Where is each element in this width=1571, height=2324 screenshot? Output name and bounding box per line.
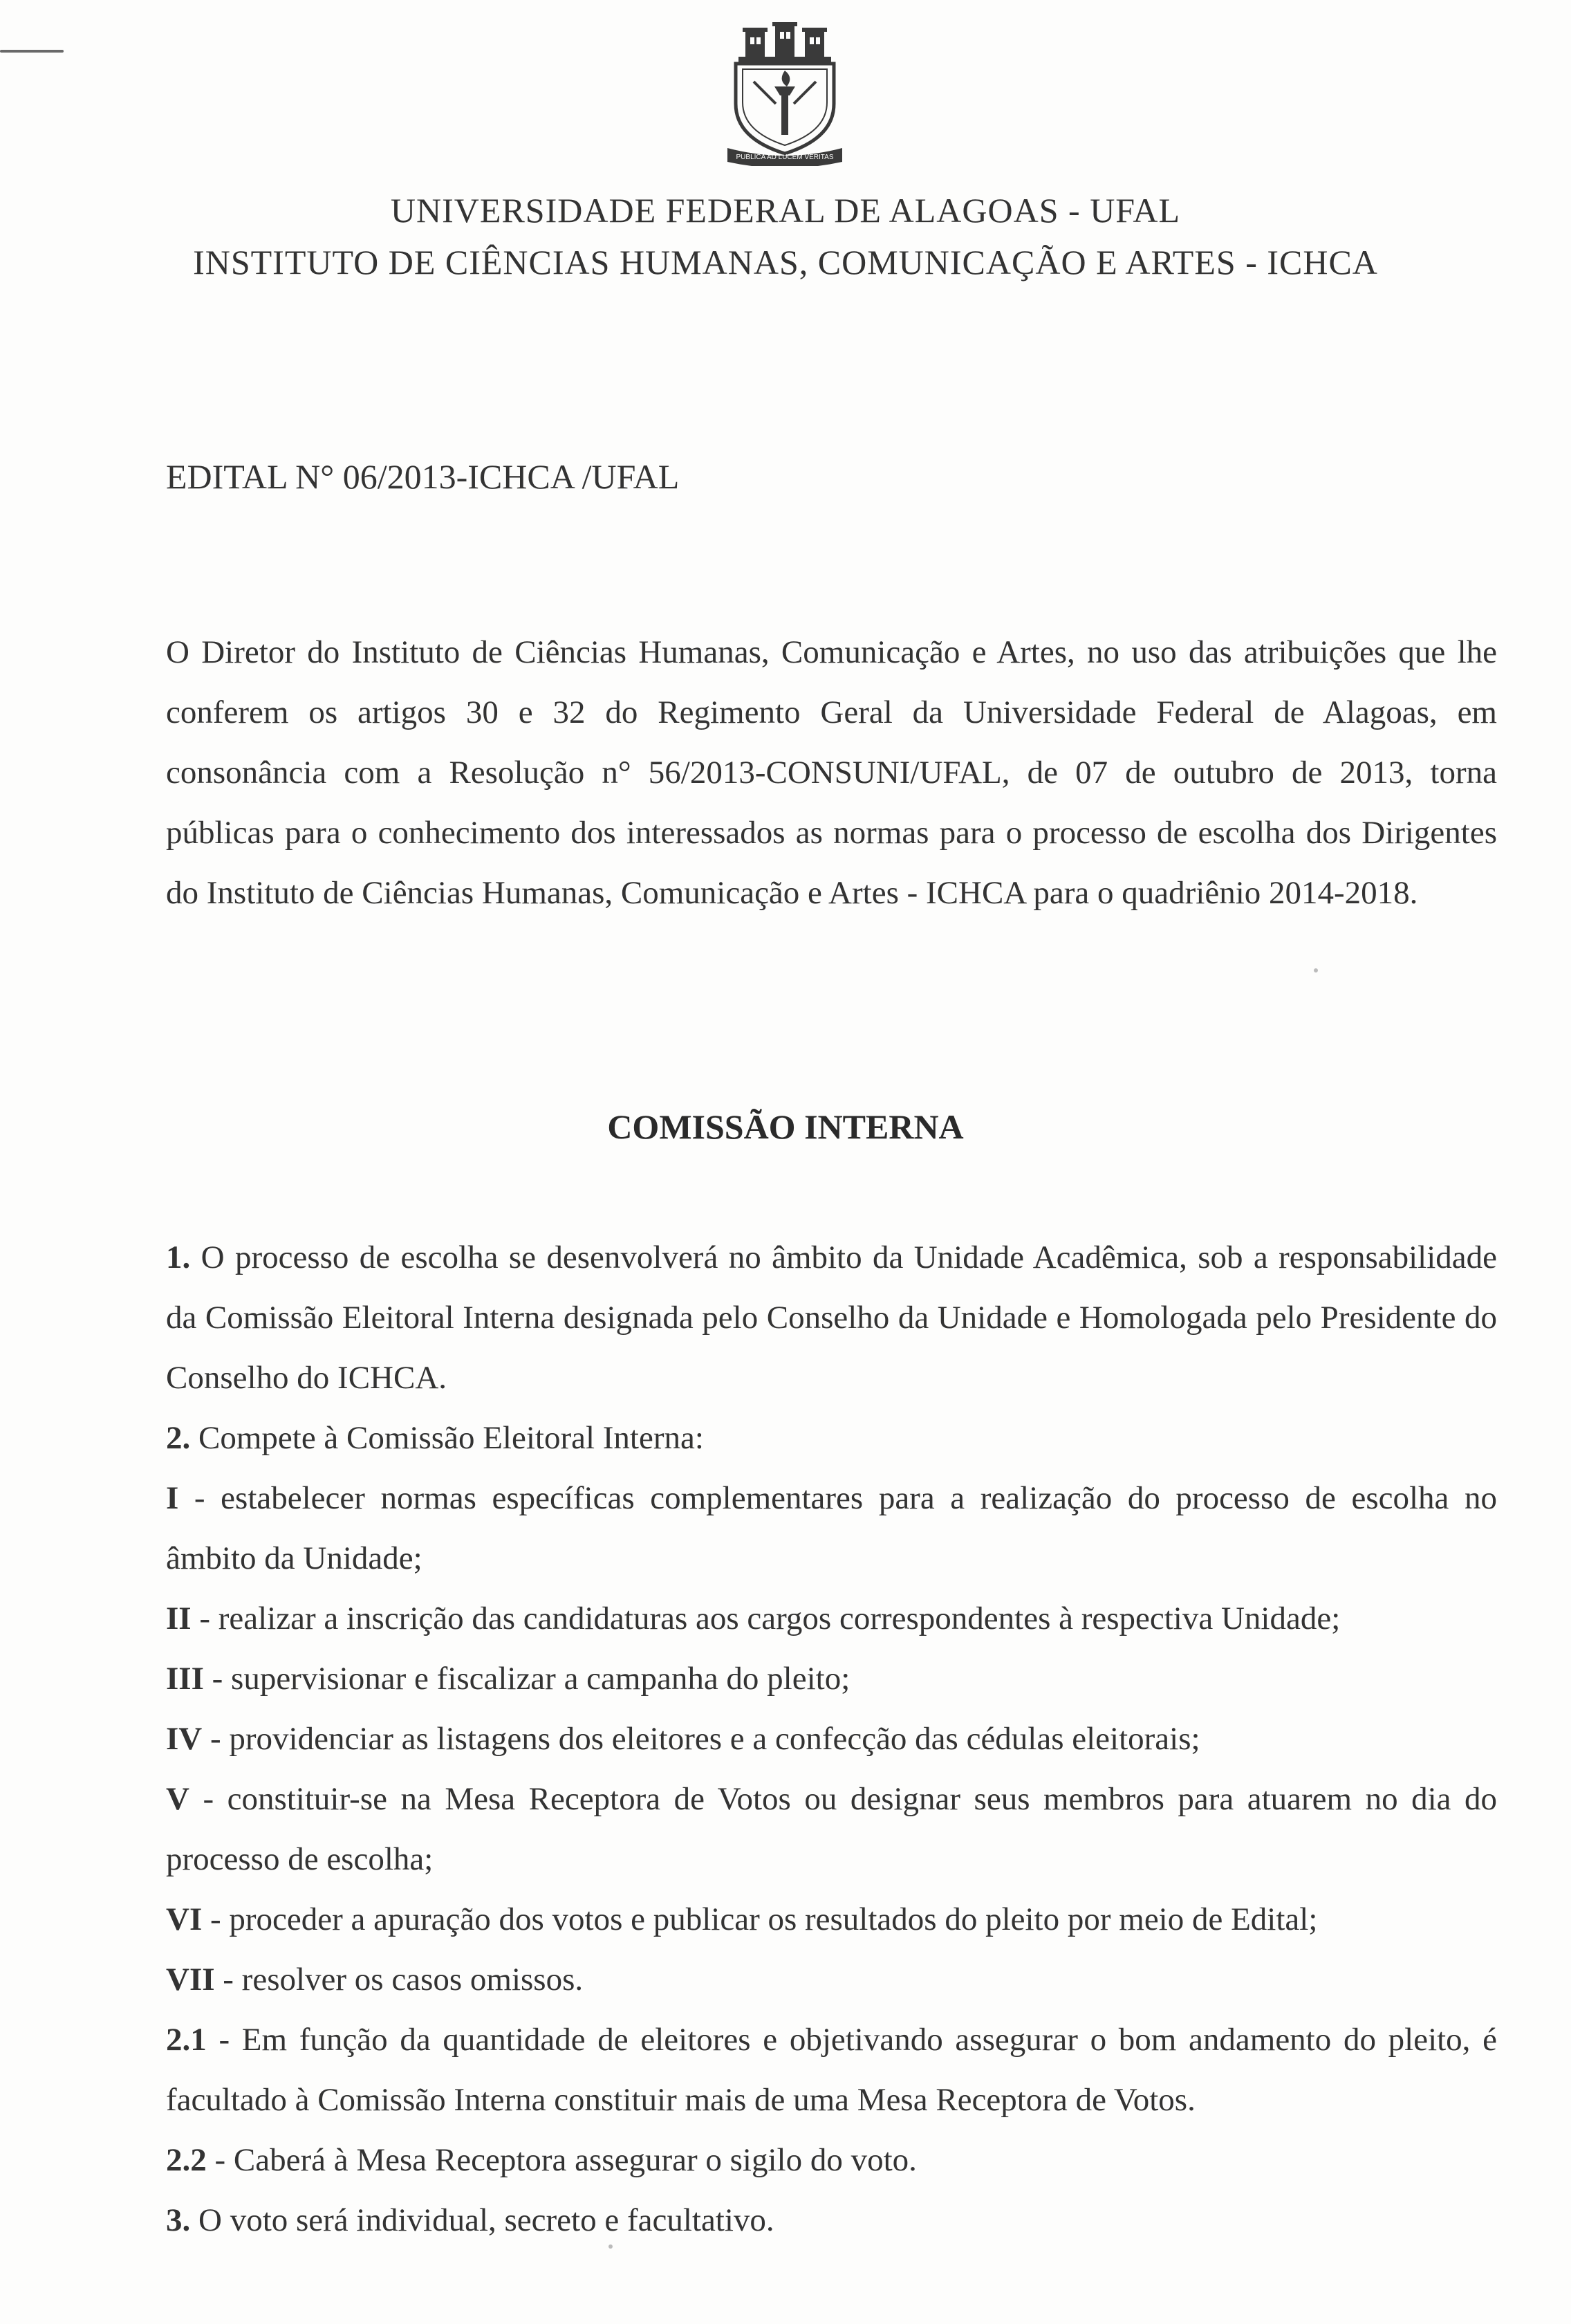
scan-speck xyxy=(608,2244,613,2249)
section-title: COMISSÃO INTERNA xyxy=(607,1107,964,1146)
item-3: 3. O voto será individual, secreto e facultativo. xyxy=(166,2202,774,2238)
item-2-i: I - estabelecer normas específicas complementares para a realização do processo de escolha no âmbito da Unidade; xyxy=(166,1480,1497,1576)
item-2-ii: II - realizar a inscrição das candidaturas aos cargos correspondentes à respectiva Unidade; xyxy=(166,1601,1341,1636)
item-2-iv: IV - providenciar as listagens dos eleitores e a confecção das cédulas eleitorais; xyxy=(166,1721,1200,1757)
university-name: UNIVERSIDADE FEDERAL DE ALAGOAS - UFAL xyxy=(390,191,1181,230)
item-2-vii: VII - resolver os casos omissos. xyxy=(166,1962,584,1998)
ufal-crest-logo xyxy=(726,21,844,166)
item-2-1: 2.1 - Em função da quantidade de eleitores e objetivando assegurar o bom andamento do pleito, é facultado à Comissão Interna constituir mais de uma Mesa Receptora de Votos. xyxy=(166,2022,1497,2118)
scan-edge-mark xyxy=(0,50,64,53)
institute-name: INSTITUTO DE CIÊNCIAS HUMANAS, COMUNICAÇÃO E ARTES - ICHCA xyxy=(193,243,1378,282)
body-items xyxy=(166,1228,1497,2251)
item-2-2: 2.2 - Caberá à Mesa Receptora assegurar o sigilo do voto. xyxy=(166,2142,917,2178)
item-2-v: V - constituir-se na Mesa Receptora de Votos ou designar seus membros para atuarem no dia do processo de escolha; xyxy=(166,1781,1497,1877)
item-2: 2. Compete à Comissão Eleitoral Interna: xyxy=(166,1420,704,1456)
edital-number: EDITAL N° 06/2013-ICHCA /UFAL xyxy=(166,457,680,496)
item-2-vi: VI - proceder a apuração dos votos e publicar os resultados do pleito por meio de Edital; xyxy=(166,1901,1318,1937)
item-2-iii: III - supervisionar e fiscalizar a campanha do pleito; xyxy=(166,1661,850,1697)
crest-motto: PUBLICA AD LUCEM VERITAS xyxy=(736,154,834,161)
intro-paragraph: O Diretor do Instituto de Ciências Humanas, Comunicação e Artes, no uso das atribuições que lhe conferem os artigos 30 e 32 do Regimento Geral da Universidade Federal de Alagoas, em consonância com a Resolução n° 56/2013-CONSUNI/UFAL, de 07 de outubro de 2013, torna públicas para o conhecimento dos interessados as normas para o processo de escolha dos Dirigentes do Instituto de Ciências Humanas, Comunicação e Artes - ICHCA para o quadriênio 2014-2018. xyxy=(166,634,1497,911)
scan-speck xyxy=(1314,968,1318,972)
item-1: 1. O processo de escolha se desenvolverá no âmbito da Unidade Acadêmica, sob a responsabilidade da Comissão Eleitoral Interna designada pelo Conselho da Unidade e Homologada pelo Presidente do Conselho do ICHCA. xyxy=(166,1239,1497,1396)
